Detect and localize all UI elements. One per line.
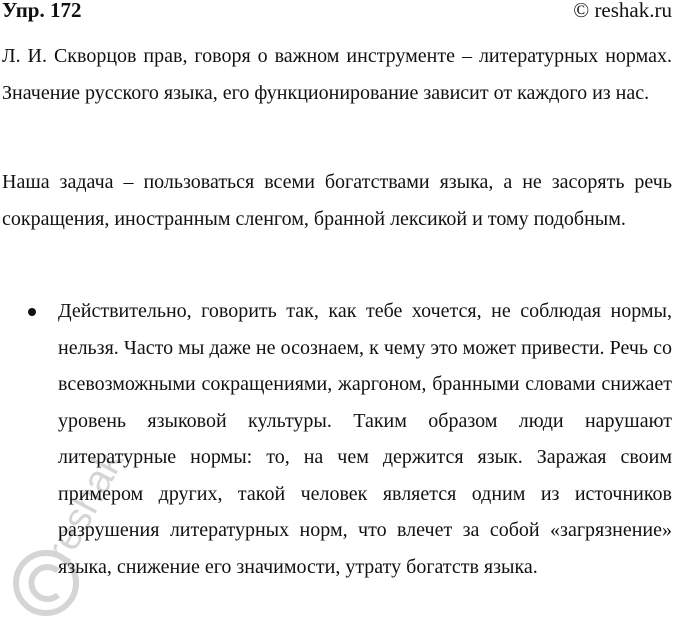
watermark-text: reshak.ru (37, 455, 155, 570)
paragraph-task: Наша задача – пользоваться всеми богатствами языка, а не засорять речь сокращения, иностранным сленгом, бранной лексикой и тому подобным. (2, 171, 672, 230)
copyright-label: © reshak.ru (573, 0, 672, 22)
bullet-dot-icon (28, 308, 36, 316)
page-header (0, 0, 680, 24)
exercise-title: Упр. 172 (2, 0, 82, 22)
bullet-text: Действительно, говорить так, как тебе хочется, не соблюдая нормы, нельзя. Часто мы даже не осознаем, к чему это может привести. Речь со всевозможными сокращениями, жаргоном, бранными словами снижает уровень языковой культуры. Таким образом люди нарушают литературные нормы: то, на чем держится язык. Заражая своим примером других, такой человек является одним из источников разрушения литературных норм, что влечет за собой «загрязнение» языка, снижение его значимости, утрату богатств языка. (58, 300, 672, 578)
paragraph-intro: Л. И. Скворцов прав, говоря о важном инструменте – литературных нормах. Значение русского языка, его функционирование зависит от каждого из нас. (2, 45, 672, 104)
